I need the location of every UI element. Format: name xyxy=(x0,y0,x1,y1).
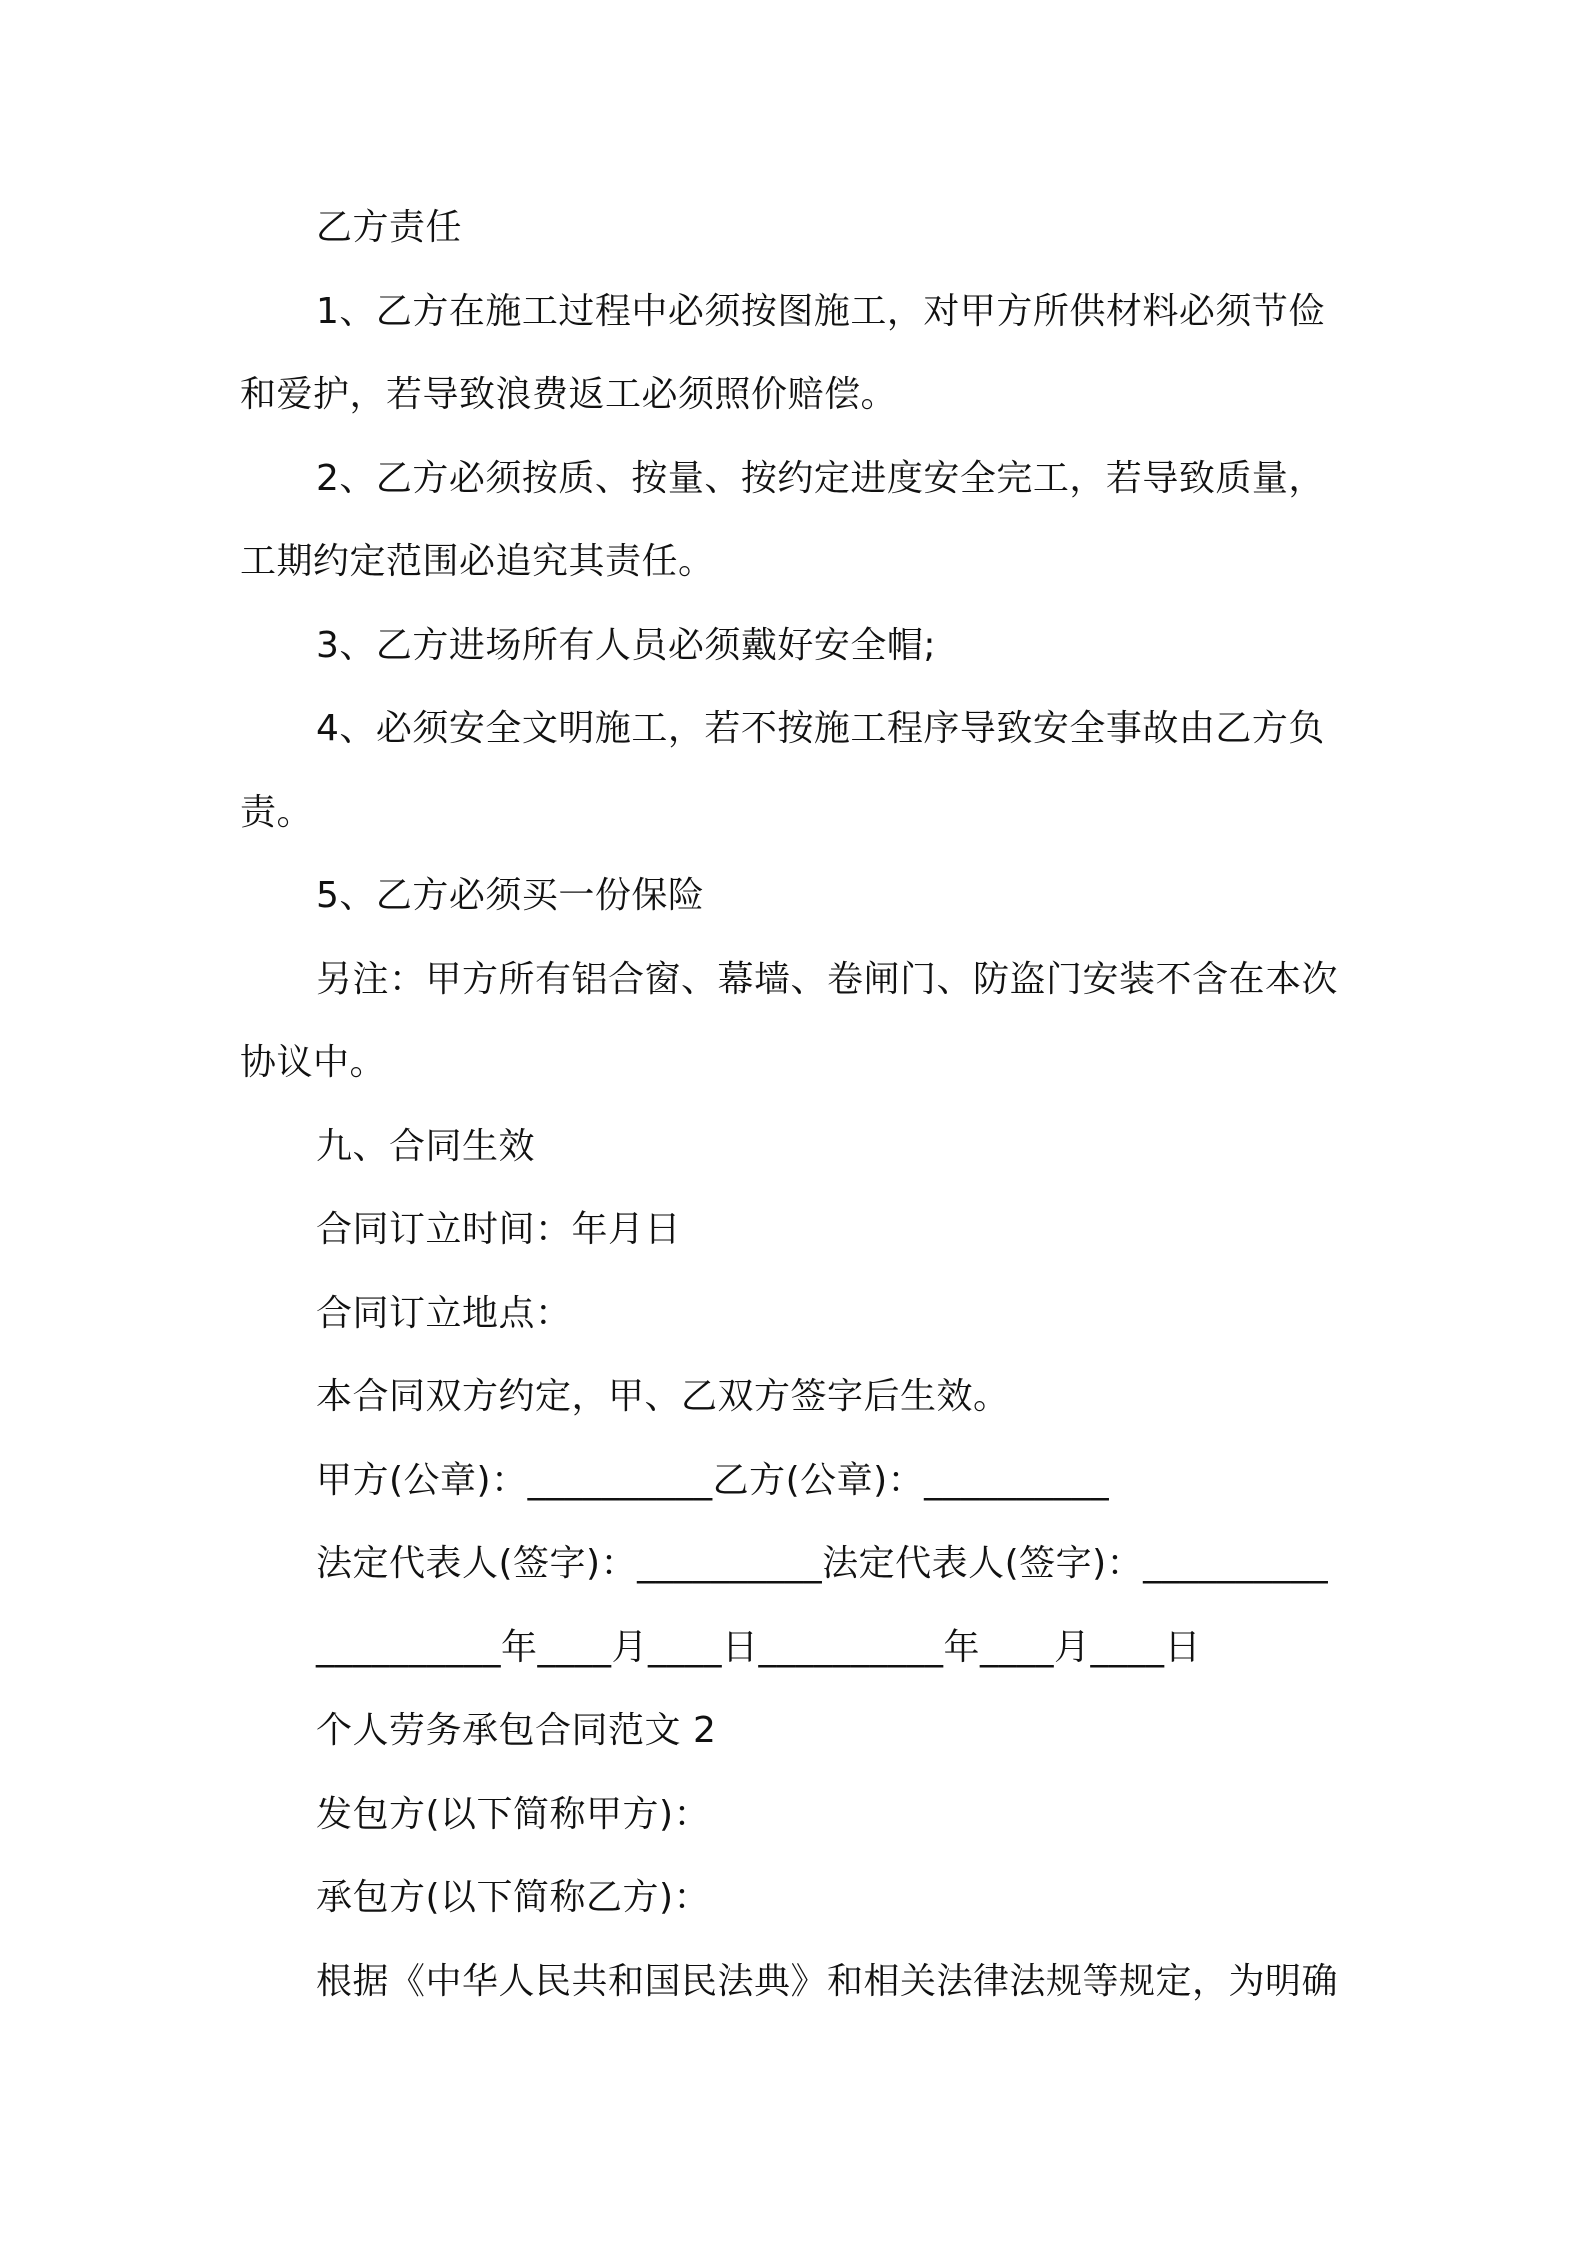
seal-signature-line: 甲方(公章)：__________乙方(公章)：__________ xyxy=(316,1460,1110,1501)
paragraph-line: 协议中。 xyxy=(240,1042,387,1083)
paragraph-line: 根据《中华人民共和国民法典》和相关法律法规等规定，为明确 xyxy=(316,1961,1339,2002)
paragraph-line: 另注：甲方所有铝合窗、幕墙、卷闸门、防盗门安装不含在本次 xyxy=(316,959,1339,1000)
party-b-line: 承包方(以下简称乙方)： xyxy=(316,1877,711,1918)
representative-signature-line: 法定代表人(签字)：__________法定代表人(签字)：__________ xyxy=(316,1543,1329,1584)
paragraph-line: 本合同双方约定，甲、乙双方签字后生效。 xyxy=(316,1376,1010,1417)
paragraph-line: 和爱护，若导致浪费返工必须照价赔偿。 xyxy=(240,374,898,415)
document-title-line: 个人劳务承包合同范文 2 xyxy=(316,1710,717,1751)
contract-date-line: 合同订立时间：年月日 xyxy=(316,1209,682,1250)
paragraph-line: 5、乙方必须买一份保险 xyxy=(316,875,705,916)
section-heading-contract-effect: 九、合同生效 xyxy=(316,1126,536,1167)
contract-place-line: 合同订立地点： xyxy=(316,1293,572,1334)
paragraph-line: 工期约定范围必追究其责任。 xyxy=(240,541,715,582)
paragraph-line: 4、必须安全文明施工，若不按施工程序导致安全事故由乙方负 xyxy=(316,708,1325,749)
paragraph-line: 3、乙方进场所有人员必须戴好安全帽; xyxy=(316,625,937,666)
paragraph-line: 2、乙方必须按质、按量、按约定进度安全完工，若导致质量， xyxy=(316,458,1325,499)
paragraph-line: 责。 xyxy=(240,792,314,833)
paragraph-line: 1、乙方在施工过程中必须按图施工，对甲方所供材料必须节俭 xyxy=(316,291,1325,332)
signature-date-line: __________年____月____日__________年____月____日 xyxy=(316,1627,1201,1668)
party-a-line: 发包方(以下简称甲方)： xyxy=(316,1794,711,1835)
section-heading-party-b-duties: 乙方责任 xyxy=(316,207,463,248)
